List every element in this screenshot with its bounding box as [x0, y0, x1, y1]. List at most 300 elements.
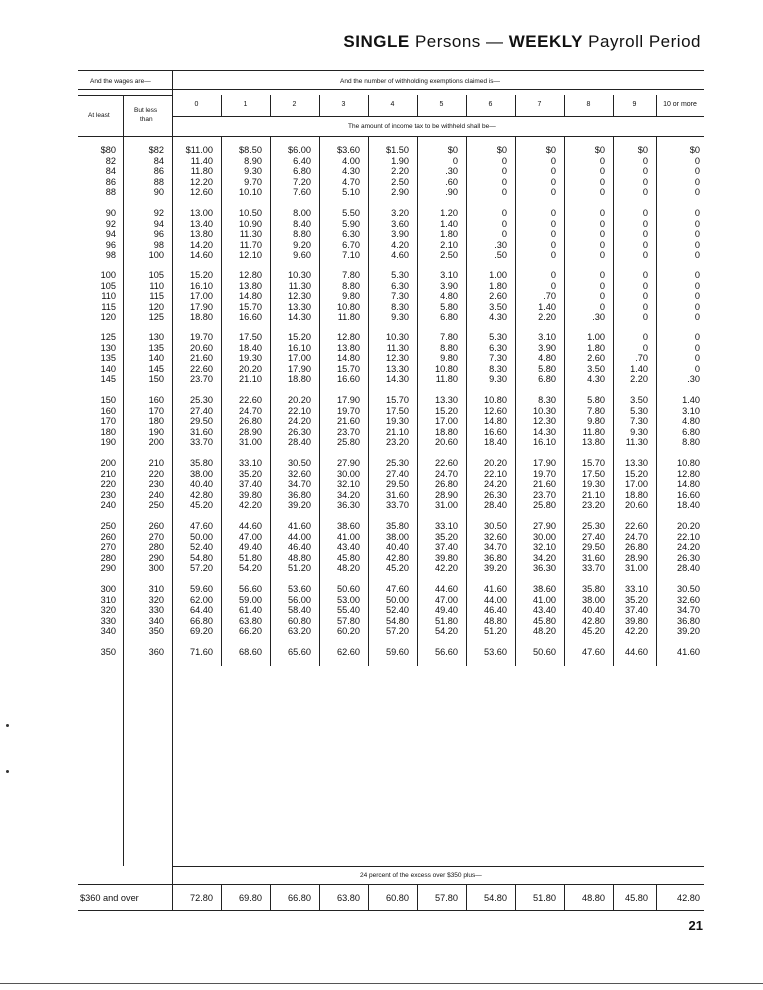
tax-amount-column — [682, 395, 700, 448]
table-cell: 48.20 — [337, 563, 360, 574]
table-cell: 13.30 — [435, 395, 458, 405]
table-cell: 17.90 — [533, 458, 556, 468]
table-cell: 160 — [148, 395, 164, 405]
tax-amount-column — [293, 208, 311, 261]
table-cell: 33.70 — [582, 563, 605, 574]
table-cell: $6.00 — [288, 145, 311, 155]
tax-amount-column — [435, 458, 458, 511]
table-cell: 110 — [101, 291, 116, 302]
table-cell: 98 — [153, 239, 164, 250]
table-cell: 0 — [694, 270, 700, 280]
tax-amount-column — [484, 395, 507, 448]
table-cell: 24.20 — [288, 416, 311, 427]
table-cell: 100 — [100, 270, 116, 280]
tax-amount-column — [190, 208, 213, 261]
table-cell: 18.80 — [288, 374, 311, 385]
wage-but-less-column — [149, 270, 164, 323]
table-cell: 3.90 — [440, 280, 458, 291]
table-cell: 10.30 — [288, 270, 311, 280]
table-cell: 10.80 — [677, 458, 700, 468]
tax-amount-column — [582, 647, 605, 658]
excess-note: 24 percent of the excess over $350 plus— — [360, 872, 482, 879]
table-cell: 42.80 — [386, 552, 409, 563]
tax-amount-column — [687, 332, 700, 385]
tax-amount-column — [435, 332, 458, 385]
table-cell: 71.60 — [190, 647, 213, 657]
table-cell: 13.40 — [190, 218, 213, 229]
table-cell: 5.80 — [440, 301, 458, 312]
table-cell: 16.10 — [533, 437, 556, 448]
tax-amount-column — [484, 584, 507, 637]
table-cell: 3.50 — [587, 363, 605, 374]
table-cell: 5.30 — [489, 332, 507, 342]
table-cell: .50 — [494, 250, 507, 261]
footer-tax-value: 72.80 — [190, 893, 213, 903]
column-divider — [221, 136, 222, 666]
wage-but-less-column — [149, 584, 164, 637]
tax-amount-column — [497, 145, 507, 198]
table-cell: 57.20 — [386, 626, 409, 637]
table-cell: 6.30 — [342, 229, 360, 240]
table-cell: 135 — [100, 353, 116, 364]
column-divider — [270, 884, 271, 910]
column-divider — [564, 136, 565, 666]
table-cell: 5.30 — [391, 270, 409, 280]
table-cell: 140 — [100, 363, 116, 374]
table-cell: 8.80 — [682, 437, 700, 448]
table-cell: 110 — [149, 280, 164, 291]
table-cell: 7.30 — [391, 291, 409, 302]
footer-tax-value: 45.80 — [625, 893, 648, 903]
table-cell: 16.60 — [677, 489, 700, 500]
table-cell: 8.30 — [489, 363, 507, 374]
table-cell: 59.60 — [386, 647, 409, 657]
table-cell: 53.60 — [288, 584, 311, 594]
table-cell: 4.60 — [391, 250, 409, 261]
tax-amount-column — [239, 458, 262, 511]
table-cell: 35.20 — [625, 594, 648, 605]
table-cell: 25.80 — [337, 437, 360, 448]
table-cell: 50.60 — [533, 647, 556, 657]
table-cell: 14.80 — [677, 479, 700, 490]
table-cell: 22.60 — [625, 521, 648, 531]
table-cell: 0 — [694, 353, 700, 364]
table-cell: 0 — [550, 280, 556, 291]
table-cell: 6.30 — [391, 280, 409, 291]
table-cell: $80 — [100, 145, 116, 155]
table-cell: 9.60 — [293, 250, 311, 261]
table-cell: 30.50 — [677, 584, 700, 594]
table-cell: 1.90 — [391, 155, 409, 166]
table-cell: 29.50 — [582, 542, 605, 553]
tax-amount-column — [239, 647, 262, 658]
wage-at-least-column — [106, 208, 116, 261]
table-cell: 300 — [100, 584, 116, 594]
exemption-column-header: 4 — [390, 101, 395, 108]
table-cell: 31.60 — [582, 552, 605, 563]
table-cell: 56.60 — [435, 647, 458, 657]
column-divider — [656, 136, 657, 666]
table-cell: 25.80 — [533, 500, 556, 511]
table-cell: 180 — [148, 416, 164, 427]
tax-amount-column — [239, 584, 262, 637]
table-cell: 66.80 — [190, 615, 213, 626]
table-cell: 42.80 — [582, 615, 605, 626]
table-cell: 145 — [100, 374, 116, 385]
column-divider — [466, 136, 467, 666]
table-cell: 20.60 — [625, 500, 648, 511]
body-bottom-rule — [172, 866, 704, 867]
tax-amount-column — [435, 647, 458, 658]
table-cell: 0 — [694, 229, 700, 240]
table-cell: 53.60 — [484, 647, 507, 657]
table-cell: 130 — [148, 332, 164, 342]
tax-amount-column — [386, 145, 409, 198]
table-cell: 0 — [642, 155, 648, 166]
table-cell: 60.20 — [337, 626, 360, 637]
table-cell: 35.80 — [582, 584, 605, 594]
tax-amount-column — [440, 270, 458, 323]
table-cell: 2.50 — [391, 176, 409, 187]
table-cell: 17.00 — [625, 479, 648, 490]
table-cell: 50.60 — [337, 584, 360, 594]
table-cell: 26.30 — [288, 426, 311, 437]
table-cell: 24.20 — [484, 479, 507, 490]
table-cell: 14.80 — [337, 353, 360, 364]
table-cell: 45.20 — [582, 626, 605, 637]
table-cell: 1.40 — [440, 218, 458, 229]
table-cell: 125 — [100, 332, 116, 342]
tax-amount-column — [337, 395, 360, 448]
tax-amount-column — [582, 584, 605, 637]
table-cell: 47.60 — [582, 647, 605, 657]
tax-amount-column — [677, 647, 700, 658]
tax-amount-column — [386, 458, 409, 511]
table-cell: 24.20 — [677, 542, 700, 553]
table-cell: 320 — [100, 605, 116, 616]
table-cell: 14.80 — [484, 416, 507, 427]
tax-amount-column — [239, 395, 262, 448]
table-cell: 46.40 — [484, 605, 507, 616]
table-cell: 12.20 — [190, 176, 213, 187]
table-cell: 11.80 — [337, 312, 360, 323]
table-cell: 3.50 — [489, 301, 507, 312]
table-cell: 4.70 — [342, 176, 360, 187]
table-cell: 36.80 — [288, 489, 311, 500]
tax-amount-column — [625, 458, 648, 511]
table-cell: 0 — [599, 187, 605, 198]
table-cell: 0 — [694, 332, 700, 342]
table-cell: 0 — [642, 250, 648, 261]
tax-amount-column — [391, 270, 409, 323]
table-cell: 54.20 — [435, 626, 458, 637]
table-cell: 19.30 — [239, 353, 262, 364]
table-cell: 42.20 — [239, 500, 262, 511]
table-cell: 0 — [452, 155, 458, 166]
table-cell: 38.00 — [582, 594, 605, 605]
table-cell: 23.20 — [386, 437, 409, 448]
table-cell: 24.70 — [625, 531, 648, 542]
tax-amount-column — [190, 521, 213, 574]
table-cell: 220 — [100, 479, 116, 490]
table-cell: 150 — [100, 395, 116, 405]
tax-amount-column — [288, 270, 311, 323]
tax-amount-column — [445, 145, 458, 198]
table-cell: 54.80 — [190, 552, 213, 563]
table-cell: $0 — [496, 145, 507, 155]
table-cell: 14.30 — [533, 426, 556, 437]
table-cell: 54.20 — [239, 563, 262, 574]
wage-at-least-column — [101, 395, 116, 448]
table-cell: 0 — [599, 301, 605, 312]
table-cell: 18.40 — [239, 342, 262, 353]
table-cell: 84 — [105, 166, 116, 177]
table-cell: 3.20 — [391, 208, 409, 218]
table-cell: 13.30 — [288, 301, 311, 312]
table-cell: 15.20 — [190, 270, 213, 280]
table-cell: 31.60 — [190, 426, 213, 437]
table-cell: 38.00 — [386, 531, 409, 542]
table-cell: 260 — [100, 531, 116, 542]
table-cell: 24.70 — [239, 405, 262, 416]
footer-tax-value: 69.80 — [239, 893, 262, 903]
table-cell: 16.10 — [190, 280, 213, 291]
table-cell: 10.80 — [484, 395, 507, 405]
table-cell: 8.40 — [293, 218, 311, 229]
table-cell: 47.00 — [435, 594, 458, 605]
table-cell: 42.80 — [190, 489, 213, 500]
table-cell: 17.50 — [386, 405, 409, 416]
but-less-header: But less — [134, 107, 158, 114]
table-cell: 180 — [100, 426, 116, 437]
table-cell: 17.00 — [288, 353, 311, 364]
table-cell: 290 — [148, 552, 164, 563]
column-divider — [221, 884, 222, 910]
table-cell: 35.80 — [190, 458, 213, 468]
exemption-column-header: 0 — [194, 101, 199, 108]
table-cell: 44.60 — [239, 521, 262, 531]
footer-tax-value: 57.80 — [435, 893, 458, 903]
tax-amount-column — [386, 395, 409, 448]
table-cell: 125 — [148, 312, 164, 323]
table-cell: 49.40 — [239, 542, 262, 553]
table-cell: 0 — [550, 176, 556, 187]
table-cell: 26.30 — [677, 552, 700, 563]
table-cell: 6.40 — [293, 155, 311, 166]
table-cell: 10.30 — [533, 405, 556, 416]
table-cell: 5.80 — [538, 363, 556, 374]
column-divider — [368, 136, 369, 666]
table-cell: 52.40 — [386, 605, 409, 616]
table-cell: 11.80 — [190, 166, 213, 177]
column-divider — [656, 884, 657, 910]
table-cell: 31.00 — [435, 500, 458, 511]
table-cell: 47.60 — [190, 521, 213, 531]
tax-amount-column — [239, 270, 262, 323]
column-divider — [613, 136, 614, 666]
tax-amount-column — [625, 647, 648, 658]
table-cell: 7.30 — [489, 353, 507, 364]
table-cell: 33.70 — [190, 437, 213, 448]
table-cell: 6.70 — [342, 239, 360, 250]
tax-amount-column — [533, 584, 556, 637]
table-cell: 9.20 — [293, 239, 311, 250]
table-cell: 1.80 — [440, 229, 458, 240]
table-cell: 45.20 — [190, 500, 213, 511]
table-cell: 260 — [148, 521, 164, 531]
table-cell: 22.10 — [484, 468, 507, 479]
table-cell: 86 — [153, 166, 164, 177]
table-cell: 61.40 — [239, 605, 262, 616]
table-cell: 2.20 — [391, 166, 409, 177]
table-cell: .60 — [445, 176, 458, 187]
table-cell: 0 — [694, 166, 700, 177]
table-cell: 19.70 — [190, 332, 213, 342]
tax-amount-column — [288, 458, 311, 511]
table-cell: 28.40 — [677, 563, 700, 574]
table-cell: 35.20 — [239, 468, 262, 479]
table-cell: $82 — [148, 145, 164, 155]
table-cell: 38.60 — [533, 584, 556, 594]
table-cell: 36.30 — [533, 563, 556, 574]
table-cell: 23.70 — [190, 374, 213, 385]
table-cell: 24.70 — [435, 468, 458, 479]
table-cell: 3.50 — [630, 395, 648, 405]
table-cell: 11.40 — [190, 155, 213, 166]
table-cell: 11.80 — [435, 374, 458, 385]
table-cell: 8.30 — [538, 395, 556, 405]
table-cell: 7.60 — [293, 187, 311, 198]
table-cell: 41.60 — [484, 584, 507, 594]
table-cell: 0 — [501, 208, 507, 218]
table-cell: 25.30 — [582, 521, 605, 531]
table-cell: 38.00 — [190, 468, 213, 479]
table-cell: 120 — [148, 301, 164, 312]
table-cell: 0 — [550, 239, 556, 250]
table-cell: 210 — [148, 458, 164, 468]
table-cell: 105 — [148, 270, 164, 280]
exemption-column-header: 10 or more — [663, 101, 697, 108]
table-cell: $0 — [545, 145, 556, 155]
table-cell: 140 — [148, 353, 164, 364]
column-divider — [564, 884, 565, 910]
tax-amount-column — [342, 208, 360, 261]
tax-amount-column — [288, 647, 311, 658]
table-cell: 31.00 — [625, 563, 648, 574]
over-label: $360 and over — [80, 893, 139, 903]
column-divider — [172, 70, 173, 910]
tax-amount-column — [435, 395, 458, 448]
exemption-column-header: 2 — [292, 101, 297, 108]
table-cell: 19.70 — [533, 468, 556, 479]
table-cell: 13.80 — [582, 437, 605, 448]
table-cell: $0 — [594, 145, 605, 155]
footer-tax-value: 60.80 — [386, 893, 409, 903]
table-cell: 0 — [694, 280, 700, 291]
table-cell: 32.60 — [484, 531, 507, 542]
table-cell: 8.30 — [391, 301, 409, 312]
scan-mark — [6, 770, 9, 773]
tax-amount-column — [239, 521, 262, 574]
table-cell: 48.80 — [288, 552, 311, 563]
tax-amount-column — [190, 270, 213, 323]
wage-at-least-column — [101, 270, 116, 323]
table-cell: $0 — [689, 145, 700, 155]
table-cell: 300 — [148, 563, 164, 574]
table-cell: 17.00 — [435, 416, 458, 427]
tax-amount-column — [386, 584, 409, 637]
table-cell: 50.00 — [190, 531, 213, 542]
table-cell: 18.80 — [190, 312, 213, 323]
table-cell: 64.40 — [190, 605, 213, 616]
table-cell: 0 — [642, 229, 648, 240]
table-cell: 42.20 — [625, 626, 648, 637]
table-cell: 94 — [153, 218, 164, 229]
table-cell: 8.80 — [342, 280, 360, 291]
table-cell: 2.20 — [538, 312, 556, 323]
table-cell: 25.30 — [386, 458, 409, 468]
tax-amount-column — [582, 521, 605, 574]
table-cell: 41.00 — [533, 594, 556, 605]
columns-rule — [172, 116, 704, 117]
table-cell: 82 — [105, 155, 116, 166]
table-cell: 0 — [694, 218, 700, 229]
tax-amount-column — [592, 270, 605, 323]
table-cell: 210 — [100, 468, 116, 479]
wage-but-less-column — [149, 647, 164, 658]
tax-amount-column — [690, 145, 700, 198]
tax-amount-column — [239, 208, 262, 261]
table-cell: 290 — [100, 563, 116, 574]
table-cell: 0 — [599, 280, 605, 291]
table-cell: 22.60 — [435, 458, 458, 468]
table-cell: 190 — [100, 437, 116, 448]
table-cell: 63.20 — [288, 626, 311, 637]
table-cell: 0 — [642, 291, 648, 302]
table-cell: 10.90 — [239, 218, 262, 229]
column-divider — [515, 884, 516, 910]
wage-at-least-column — [101, 584, 116, 637]
table-cell: 22.10 — [288, 405, 311, 416]
tax-amount-column — [677, 584, 700, 637]
table-cell: 14.30 — [386, 374, 409, 385]
table-cell: 28.40 — [484, 500, 507, 511]
tax-amount-column — [533, 647, 556, 658]
tax-amount-column — [643, 208, 648, 261]
table-cell: 0 — [550, 218, 556, 229]
table-cell: 57.80 — [337, 615, 360, 626]
table-cell: 2.10 — [440, 239, 458, 250]
table-cell: 26.80 — [239, 416, 262, 427]
table-cell: $0 — [637, 145, 648, 155]
table-cell: 17.50 — [582, 468, 605, 479]
table-cell: 20.20 — [239, 363, 262, 374]
table-cell: 0 — [501, 155, 507, 166]
tax-amount-column — [337, 521, 360, 574]
exemption-column-header: 6 — [488, 101, 493, 108]
table-cell: 0 — [501, 218, 507, 229]
table-cell: 28.90 — [239, 426, 262, 437]
table-cell: 20.60 — [435, 437, 458, 448]
table-cell: 6.80 — [538, 374, 556, 385]
footer-tax-value: 66.80 — [288, 893, 311, 903]
table-cell: 145 — [148, 363, 164, 374]
table-cell: 170 — [148, 405, 164, 416]
table-cell: 0 — [550, 166, 556, 177]
table-cell: 5.50 — [342, 208, 360, 218]
table-cell: 39.20 — [288, 500, 311, 511]
table-cell: .90 — [445, 187, 458, 198]
